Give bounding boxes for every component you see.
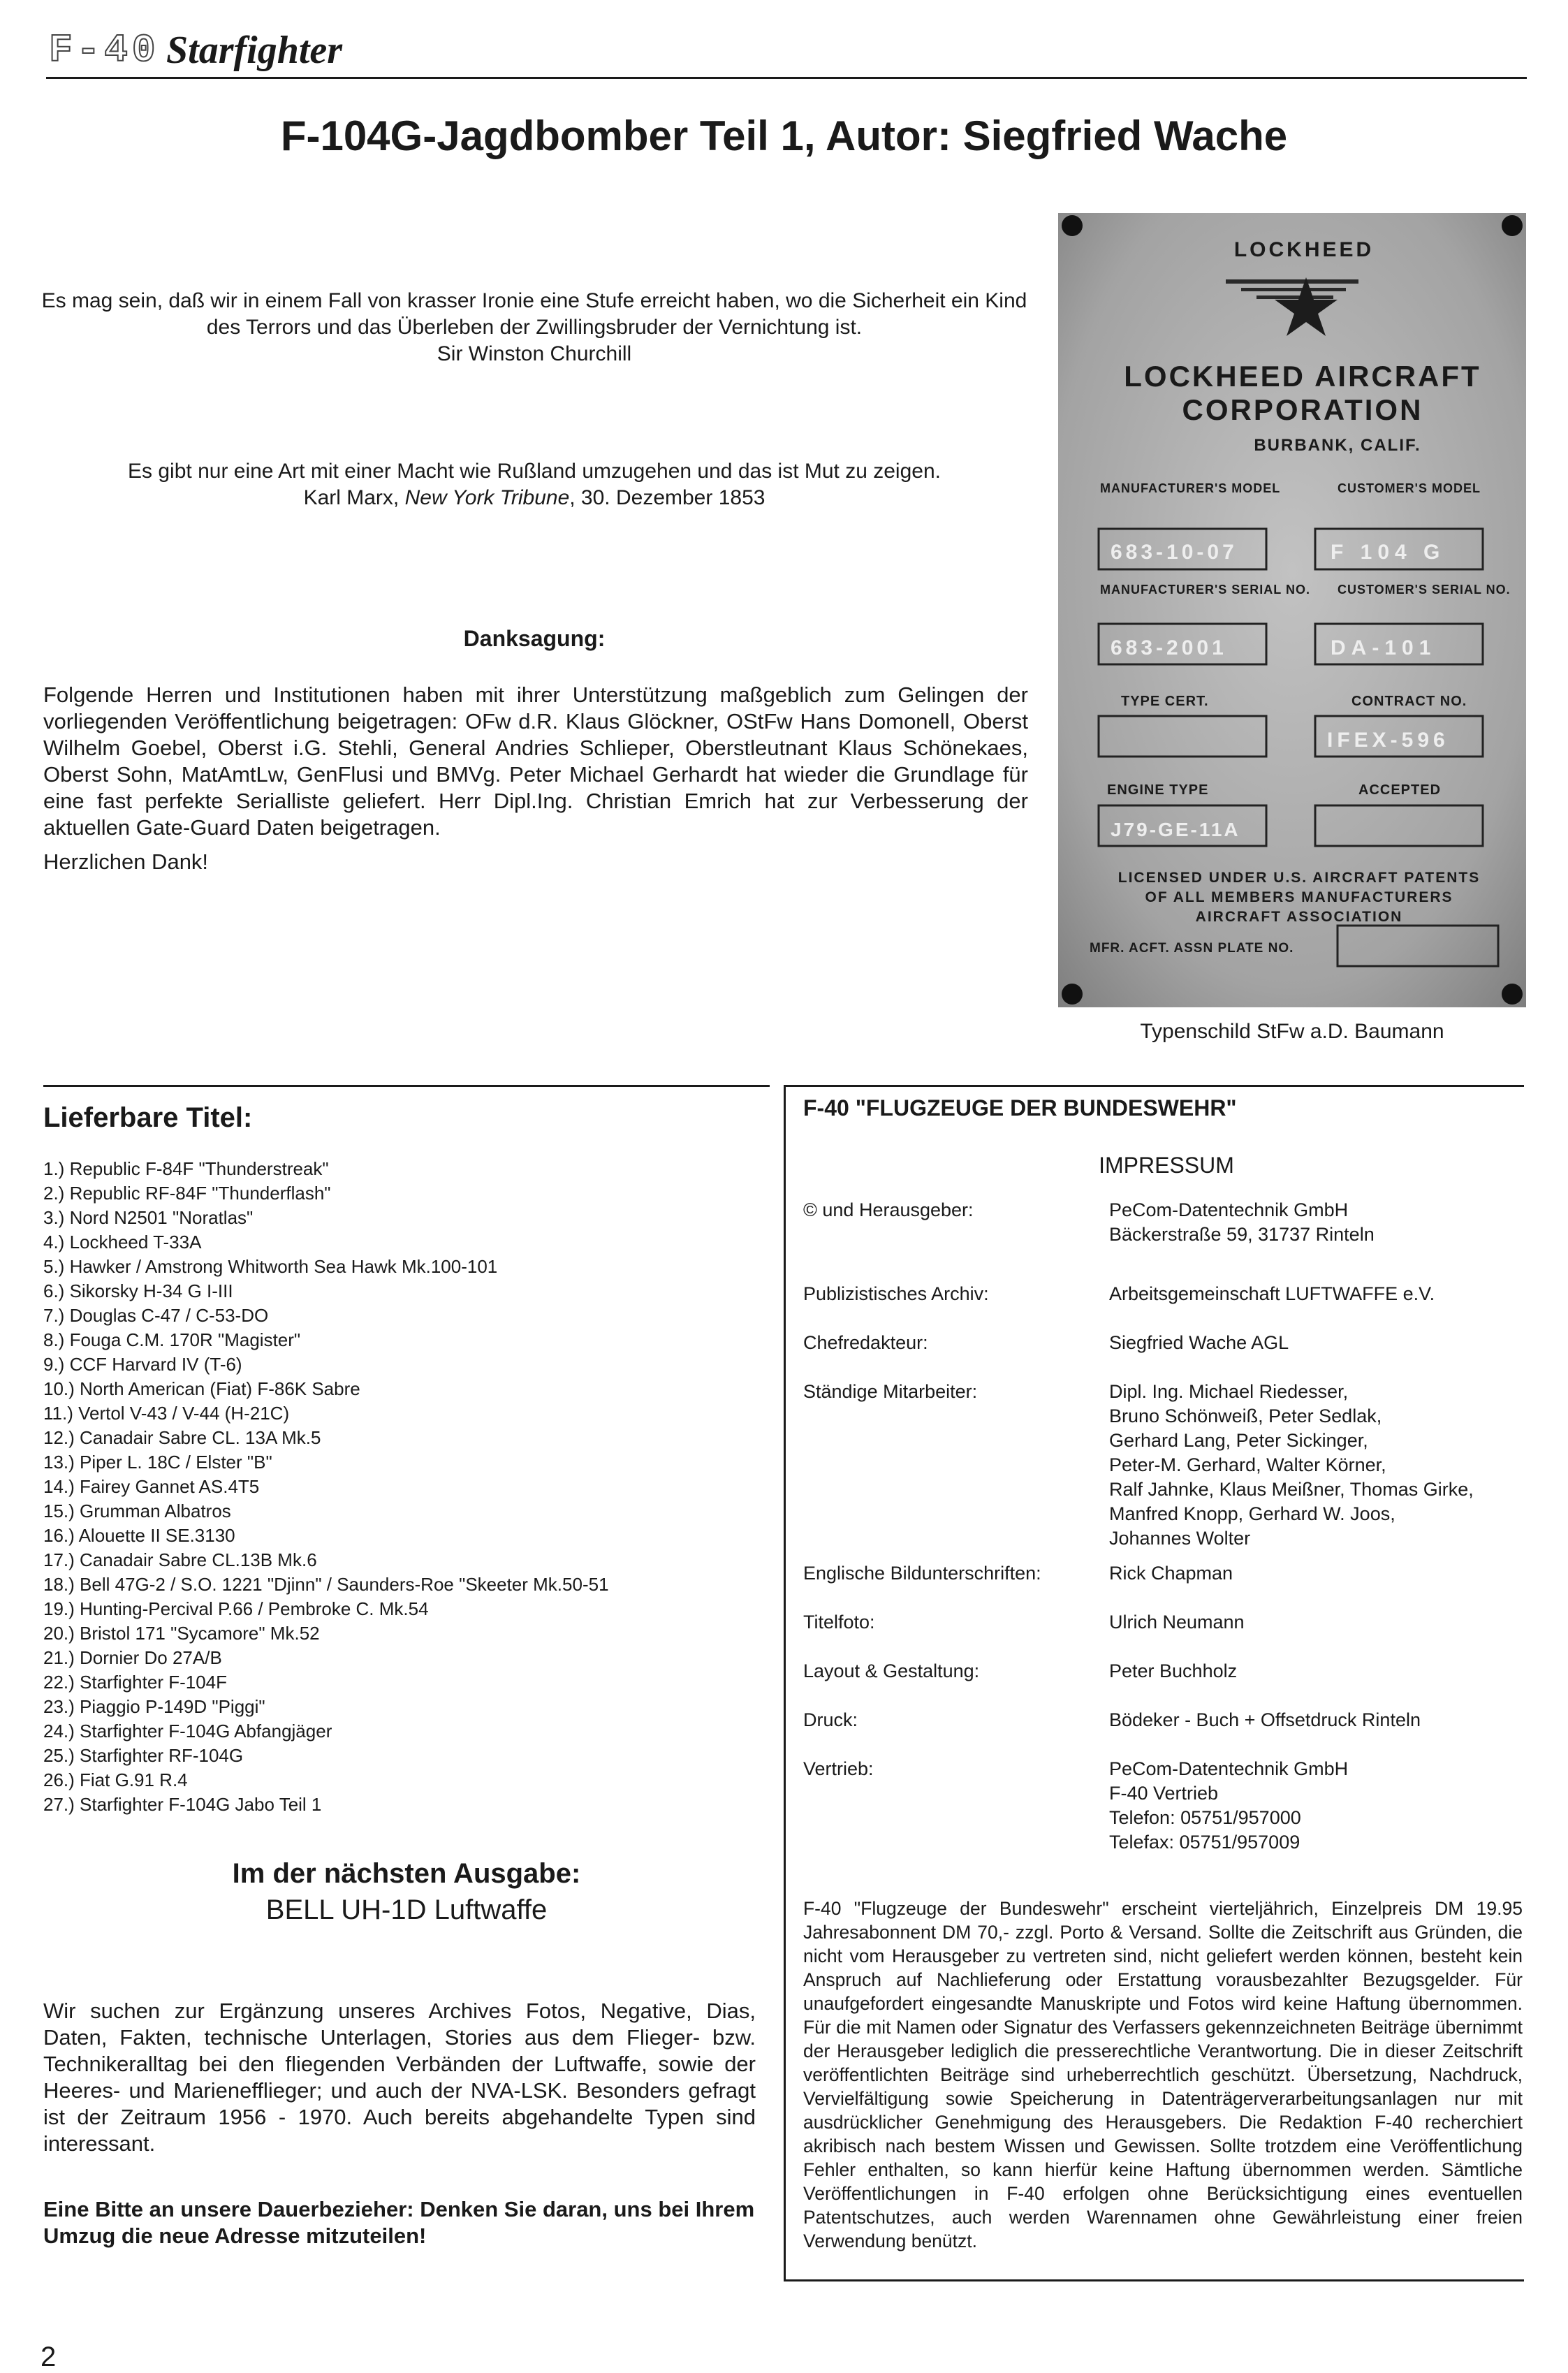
title-list-item: 24.) Starfighter F-104G Abfangjäger <box>43 1721 332 1742</box>
impressum-value <box>1109 1561 1528 1586</box>
plate-brand: LOCKHEED <box>1233 238 1375 261</box>
quote-source-date: , 30. Dezember 1853 <box>569 486 765 509</box>
impressum-value-line: Arbeitsgemeinschaft LUFTWAFFE e.V. <box>1109 1283 1435 1304</box>
title-list-item: 1.) Republic F-84F "Thunderstreak" <box>43 1158 329 1179</box>
quote-source: Sir Winston Churchill <box>437 342 632 365</box>
impressum-value <box>1109 1331 1528 1355</box>
title-list-item: 15.) Grumman Albatros <box>43 1501 231 1521</box>
impressum-value-line: Ralf Jahnke, Klaus Meißner, Thomas Girke, <box>1109 1479 1474 1500</box>
title-list-item: 25.) Starfighter RF-104G <box>43 1745 244 1766</box>
impressum-value <box>1109 1380 1528 1551</box>
section-rule-right <box>784 1085 1524 1087</box>
quote-marx <box>35 458 1034 511</box>
plate-licensed-line1: LICENSED UNDER U.S. AIRCRAFT PATENTS <box>1118 870 1481 886</box>
title-list-item: 13.) Piper L. 18C / Elster "B" <box>43 1452 272 1473</box>
quote-churchill <box>35 288 1034 367</box>
title-list-item: 16.) Alouette II SE.3130 <box>43 1525 235 1546</box>
plate-engine-label: ENGINE TYPE <box>1107 782 1209 798</box>
plate-location: BURBANK, CALIF. <box>1254 436 1421 455</box>
title-list-item: 5.) Hawker / Amstrong Whitworth Sea Hawk Mk.100-101 <box>43 1256 498 1277</box>
impressum-label: Chefredakteur: <box>803 1332 928 1353</box>
impressum-value <box>1109 1282 1528 1306</box>
quote-source <box>35 485 1034 511</box>
magazine-name: Starfighter <box>166 29 343 72</box>
title-list-item: 14.) Fairey Gannet AS.4T5 <box>43 1476 260 1497</box>
title-list-item: 27.) Starfighter F-104G Jabo Teil 1 <box>43 1794 322 1815</box>
title-list-item: 2.) Republic RF-84F "Thunderflash" <box>43 1183 331 1204</box>
title-list-item: 18.) Bell 47G-2 / S.O. 1221 "Djinn" / Saunders-Roe "Skeeter Mk.50-51 <box>43 1574 609 1595</box>
acknowledgements-text: Folgende Herren und Institutionen haben mit ihrer Unterstützung maßgeblich zum Gelingen der vorliegenden Veröffentlichung beigetragen: OFw d.R. Klaus Glöckner, OStFw Hans Domonell, Oberst Wilhelm Goebel, Oberst i.G. Stehli, General Andries Schlieper, Oberstleutnant Klaus Schönekaes, Oberst Sohn, MatAmtLw, GenFlusi und BMVg. Peter Michael Gerhardt hat wieder die Grundlage für eine fast perfekte Serialliste geliefert. Herr Dipl.Ing. Christian Emrich hat zur Verbesserung der aktuellen Gate-Guard Daten beigetragen. <box>43 682 1028 840</box>
plate-cust-model-value: F 104 G <box>1331 541 1446 564</box>
impressum-value-line: Peter-M. Gerhard, Walter Körner, <box>1109 1454 1386 1475</box>
title-list-item: 26.) Fiat G.91 R.4 <box>43 1769 188 1790</box>
impressum-value <box>1109 1198 1528 1247</box>
header-rule <box>46 77 1527 79</box>
impressum-value <box>1109 1610 1528 1635</box>
plate-type-cert-label: TYPE CERT. <box>1121 694 1209 709</box>
title-list-item: 22.) Starfighter F-104F <box>43 1672 227 1693</box>
title-list-item: 4.) Lockheed T-33A <box>43 1232 202 1253</box>
impressum-value-line: Manfred Knopp, Gerhard W. Joos, <box>1109 1503 1395 1524</box>
impressum-label: Titelfoto: <box>803 1612 875 1633</box>
rivet-icon <box>1502 984 1523 1005</box>
impressum-value-line: PeCom-Datentechnik GmbH <box>1109 1199 1349 1220</box>
plate-company-line1: LOCKHEED AIRCRAFT <box>1124 360 1481 393</box>
next-issue-subject: BELL UH-1D Luftwaffe <box>265 1894 548 1925</box>
plate-mfr-model-value: 683-10-07 <box>1111 541 1238 564</box>
impressum-label: Publizistisches Archiv: <box>803 1283 989 1304</box>
impressum-value <box>1109 1708 1528 1732</box>
plate-cust-serial-label: CUSTOMER'S SERIAL NO. <box>1338 583 1511 597</box>
title-list-item: 19.) Hunting-Percival P.66 / Pembroke C. Mk.54 <box>43 1598 429 1619</box>
photo-caption: Typenschild StFw a.D. Baumann <box>1140 1020 1444 1043</box>
next-issue-heading: Im der nächsten Ausgabe: <box>232 1858 581 1889</box>
title-list-item: 7.) Douglas C-47 / C-53-DO <box>43 1305 269 1326</box>
quote-source-publication: New York Tribune <box>404 486 570 509</box>
acknowledgements-closing: Herzlichen Dank! <box>43 849 209 874</box>
magazine-logo: F-40 <box>49 28 160 73</box>
impressum-value-line: Gerhard Lang, Peter Sickinger, <box>1109 1430 1368 1451</box>
subscriber-reminder: Eine Bitte an unsere Dauerbezieher: Denken Sie daran, uns bei Ihrem Umzug die neue Adresse mitzuteilen! <box>43 2197 755 2248</box>
column-divider <box>784 1085 786 2281</box>
plate-company-line2: CORPORATION <box>1182 393 1423 426</box>
impressum-value <box>1109 1757 1528 1855</box>
page-number: 2 <box>41 2342 57 2372</box>
plate-mfr-acft-label: MFR. ACFT. ASSN PLATE NO. <box>1090 941 1294 956</box>
title-list-item: 10.) North American (Fiat) F-86K Sabre <box>43 1378 360 1399</box>
quote-text: Es mag sein, daß wir in einem Fall von krasser Ironie eine Stufe erreicht haben, wo die Sicherheit ein Kind des Terrors und das Überleben der Zwillingsbruder der Vernichtung ist. <box>41 289 1027 339</box>
impressum-value <box>1109 1659 1528 1684</box>
plate-licensed-line2: OF ALL MEMBERS MANUFACTURERS <box>1145 889 1453 905</box>
plate-cust-model-label: CUSTOMER'S MODEL <box>1338 481 1481 495</box>
quote-source-author: Karl Marx, <box>303 486 405 509</box>
plate-mfr-model-label: MANUFACTURER'S MODEL <box>1100 481 1281 495</box>
type-plate-photo <box>1058 213 1526 1007</box>
plate-cust-serial-value: DA-101 <box>1331 636 1437 659</box>
available-titles-heading: Lieferbare Titel: <box>43 1102 253 1133</box>
impressum-value-line: Rick Chapman <box>1109 1563 1233 1584</box>
impressum-value-line: Peter Buchholz <box>1109 1660 1238 1681</box>
title-list-item: 6.) Sikorsky H-34 G I-III <box>43 1280 233 1301</box>
impressum-heading: F-40 "FLUGZEUGE DER BUNDESWEHR" <box>803 1095 1237 1120</box>
plate-engine-value: J79-GE-11A <box>1111 819 1240 840</box>
quote-text: Es gibt nur eine Art mit einer Macht wie Rußland umzugehen und das ist Mut zu zeigen. <box>128 460 941 483</box>
impressum-bottom-rule <box>784 2279 1524 2281</box>
acknowledgements-heading: Danksagung: <box>463 626 606 651</box>
impressum-title: IMPRESSUM <box>1099 1153 1234 1178</box>
plate-mfr-serial-label: MANUFACTURER'S SERIAL NO. <box>1100 583 1310 597</box>
rivet-icon <box>1502 215 1523 236</box>
impressum-label: © und Herausgeber: <box>803 1199 974 1220</box>
impressum-value-line: Bödeker - Buch + Offsetdruck Rinteln <box>1109 1709 1421 1730</box>
impressum-value-line: PeCom-Datentechnik GmbH <box>1109 1758 1349 1779</box>
impressum-value-line: Siegfried Wache AGL <box>1109 1332 1289 1353</box>
impressum-value-line: Ulrich Neumann <box>1109 1612 1245 1633</box>
available-titles-list <box>43 1157 770 1817</box>
title-list-item: 9.) CCF Harvard IV (T-6) <box>43 1354 242 1375</box>
impressum-value-line: F-40 Vertrieb <box>1109 1783 1219 1804</box>
plate-mfr-serial-value: 683-2001 <box>1111 636 1227 659</box>
rivet-icon <box>1062 984 1083 1005</box>
archive-request: Wir suchen zur Ergänzung unseres Archives Fotos, Negative, Dias, Daten, Fakten, technische Unterlagen, Stories aus dem Flieger- bzw. Technikeralltag bei den fliegenden Verbänden der Luftwaffe, sowie der Heeres- und Marienefflieger; und auch der NVA-LSK. Besonders gefragt ist der Zeitraum 1956 - 1970. Auch bereits abgehandelte Typen sind interessant. <box>43 1999 756 2156</box>
impressum-value-line: Johannes Wolter <box>1109 1528 1251 1549</box>
impressum-label: Druck: <box>803 1709 858 1730</box>
title-list-item: 17.) Canadair Sabre CL.13B Mk.6 <box>43 1549 317 1570</box>
rivet-icon <box>1062 215 1083 236</box>
title-list-item: 20.) Bristol 171 "Sycamore" Mk.52 <box>43 1623 320 1644</box>
article-title: F-104G-Jagdbomber Teil 1, Autor: Siegfried Wache <box>280 112 1288 159</box>
impressum-value-line: Telefon: 05751/957000 <box>1109 1807 1301 1828</box>
plate-contract-label: CONTRACT NO. <box>1351 694 1467 709</box>
impressum-value-line: Telefax: 05751/957009 <box>1109 1832 1300 1853</box>
impressum-label: Layout & Gestaltung: <box>803 1660 980 1681</box>
plate-contract-value: IFEX-596 <box>1327 729 1449 752</box>
impressum-note: F-40 "Flugzeuge der Bundeswehr" erscheint vierteljährich, Einzelpreis DM 19.95 Jahresabonnent DM 70,- zzgl. Porto & Versand. Sollte die Zeitschrift aus Gründen, die nicht vom Herausgeber zu vertreten sind, nicht geliefert werden können, besteht kein Anspruch auf Nachlieferung oder Erstattung vorausbezahlter Bezugsgelder. Für unaufgefordert eingesandte Manuskripte und Fotos wird keine Haftung übernommen. Für die mit Namen oder Signatur des Verfassers gekennzeichneten Beiträge übernimmt der Herausgeber lediglich die presserechtliche Verantwortung. Die in dieser Zeitschrift veröffentlichten Beiträge sind urheberrechtlich geschützt. Übersetzung, Nachdruck, Vervielfältigung sowie Speicherung in Datenträgerverarbeitungsanlagen nur mit ausdrücklicher Genehmigung des Herausgebers. Die Redaktion F-40 recherchiert akribisch nach bestem Wissen und Gewissen. Sollte trotzdem eine Veröffentlichung Fehler enthalten, so kann hierfür keine Haftung übernommen werden. Sämtliche Veröffentlichungen in F-40 erfolgen ohne Berücksichtigung eines eventuellen Patentschutzes, auch werden Warennamen ohne Gewährleistung einer freien Verwendung benützt. <box>803 1898 1523 2251</box>
title-list-item: 8.) Fouga C.M. 170R "Magister" <box>43 1329 301 1350</box>
title-list-item: 11.) Vertol V-43 / V-44 (H-21C) <box>43 1403 290 1424</box>
title-list-item: 21.) Dornier Do 27A/B <box>43 1647 222 1668</box>
plate-accepted-label: ACCEPTED <box>1358 782 1442 798</box>
title-list-item: 3.) Nord N2501 "Noratlas" <box>43 1207 254 1228</box>
impressum-label: Ständige Mitarbeiter: <box>803 1381 978 1402</box>
impressum-value-line: Bäckerstraße 59, 31737 Rinteln <box>1109 1224 1375 1245</box>
section-rule-left <box>43 1085 770 1087</box>
title-list-item: 23.) Piaggio P-149D "Piggi" <box>43 1696 265 1717</box>
plate-licensed-line3: AIRCRAFT ASSOCIATION <box>1195 909 1403 925</box>
impressum-value-line: Bruno Schönweiß, Peter Sedlak, <box>1109 1405 1382 1426</box>
impressum-label: Vertrieb: <box>803 1758 874 1779</box>
impressum-value-line: Dipl. Ing. Michael Riedesser, <box>1109 1381 1349 1402</box>
title-list-item: 12.) Canadair Sabre CL. 13A Mk.5 <box>43 1427 321 1448</box>
impressum-label: Englische Bildunterschriften: <box>803 1563 1041 1584</box>
